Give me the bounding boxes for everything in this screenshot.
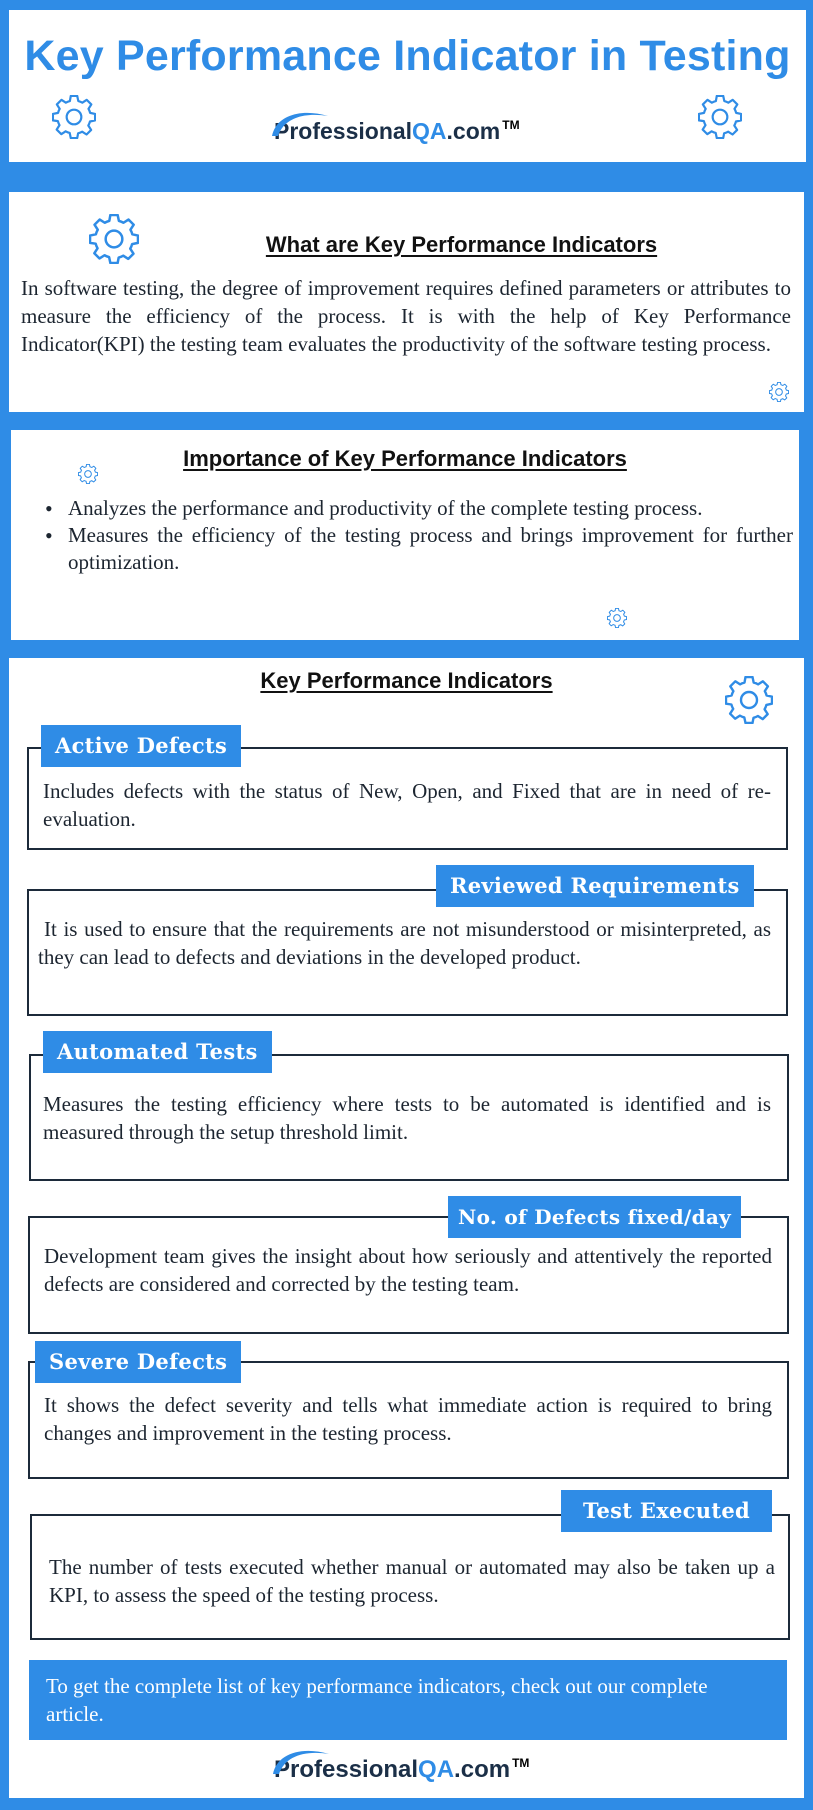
kpi-card-text: Measures the testing efficiency where tests to be automated is identified and is measured through the setup threshold limit. xyxy=(43,1092,771,1144)
kpi-card-title: Automated Tests xyxy=(43,1031,272,1073)
header-panel xyxy=(9,10,806,162)
kpi-card-text: It is used to ensure that the requirements are not misunderstood or misinterpreted, as they can lead to defects and deviations in the developed product. xyxy=(38,917,771,969)
gear-icon xyxy=(698,95,742,139)
kpi-card-text: Development team gives the insight about how seriously and attentively the reported defects are considered and corrected by the testing team. xyxy=(44,1244,772,1296)
kpi-card-automated-tests xyxy=(29,1054,789,1181)
kpi-card-title: No. of Defects fixed/day xyxy=(448,1196,741,1238)
kpi-card-title: Severe Defects xyxy=(35,1341,241,1383)
list-item: • Analyzes the performance and productivity of the complete testing process. xyxy=(33,495,793,522)
gear-icon xyxy=(769,382,789,402)
importance-list xyxy=(33,495,793,576)
importance-section xyxy=(11,430,799,640)
gear-icon xyxy=(52,95,96,139)
kpi-card-title: Reviewed Requirements xyxy=(436,865,754,907)
kpi-card-text: Includes defects with the status of New, Open, and Fixed that are in need of re-evaluation. xyxy=(43,779,771,831)
logo-trademark: TM xyxy=(502,118,520,132)
logo-text-dotcom: .com xyxy=(446,118,501,144)
cta-text[interactable]: To get the complete list of key performance indicators, check out our complete article. xyxy=(46,1674,708,1726)
footer-logo xyxy=(274,1756,529,1784)
page-title: Key Performance Indicator in Testing xyxy=(24,32,791,80)
what-text: In software testing, the degree of improvement requires defined parameters or attributes to measure the efficiency of the process. It is with the help of Key Performance Indicator(KPI) the testing team evaluates the productivity of the software testing process. xyxy=(21,276,791,356)
kpi-card-text: The number of tests executed whether manual or automated may also be taken up a KPI, to assess the speed of the testing process. xyxy=(49,1555,775,1607)
list-item: • Measures the efficiency of the testing process and brings improvement for further optimization. xyxy=(33,522,793,576)
header-logo xyxy=(274,118,520,145)
kpi-card-title: Test Executed xyxy=(561,1490,772,1532)
logo-swoosh-icon xyxy=(270,110,332,138)
logo-text-professional: Professional xyxy=(274,118,413,144)
logo-text-dotcom: .com xyxy=(454,1756,511,1783)
kpi-card-test-executed xyxy=(30,1514,790,1640)
logo-text-qa: QA xyxy=(412,118,447,144)
kpi-card-reviewed-requirements xyxy=(27,889,788,1016)
what-section xyxy=(9,192,804,412)
logo-swoosh-icon xyxy=(270,1748,334,1776)
kpi-card-title: Active Defects xyxy=(41,725,241,767)
kpi-heading: Key Performance Indicators xyxy=(260,668,553,693)
gear-icon xyxy=(725,676,773,724)
what-heading: What are Key Performance Indicators xyxy=(265,232,658,257)
logo-text-qa: QA xyxy=(418,1756,455,1783)
importance-heading: Importance of Key Performance Indicators xyxy=(183,446,627,471)
kpi-card-text: It shows the defect severity and tells what immediate action is required to bring changes and improvement in the testing process. xyxy=(44,1393,772,1445)
gear-icon xyxy=(607,608,627,628)
logo-trademark: TM xyxy=(512,1756,530,1770)
cta-banner[interactable] xyxy=(29,1660,787,1740)
logo-text-professional: Professional xyxy=(274,1756,419,1783)
